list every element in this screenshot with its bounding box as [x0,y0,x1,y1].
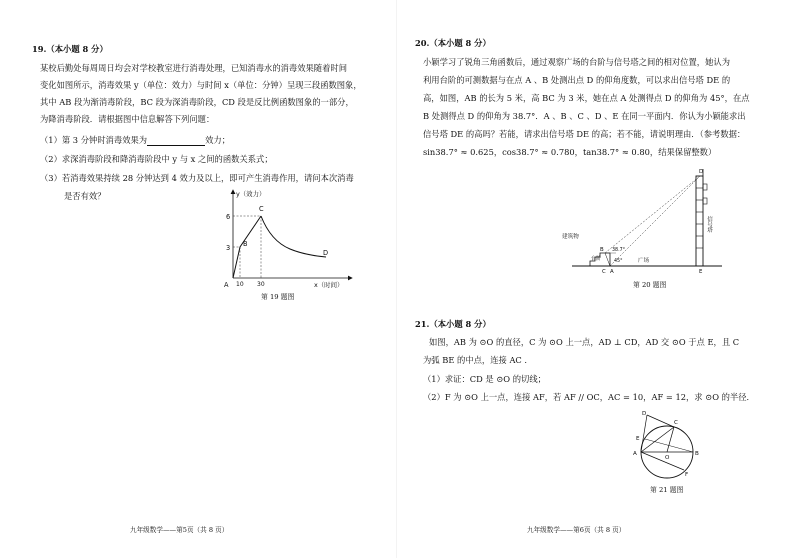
q19-line-4: 为降消毒阶段．请根据图中信息解答下列问题： [40,114,215,124]
answer-blank[interactable] [147,136,205,146]
line-af [641,452,684,470]
point-b-label-20: B [600,247,604,253]
tower-body [696,176,703,266]
q19-line-2: 变化如图所示，消毒效果 y（单位：效力）与时间 x（单位：分钟）呈现三段函数图象， [40,80,362,90]
q20-line-4: B 处测得点 D 的仰角为 38.7°．A 、B 、C 、D 、E 在同一平面内．你认为小颖能求出 [423,111,746,121]
q21-part-2: （2）F 为 ⊙O 上一点，连接 AF，若 AF // OC，AC = 10，AF = 12，求 ⊙O 的半径． [423,392,755,402]
footer-right: 九年级数学——第6页（共 8 页） [527,526,626,534]
q19-line-3: 其中 AB 段为渐消毒阶段，BC 段为深消毒阶段，CD 段是反比例函数图象的一部分， [40,97,354,107]
footer-left: 九年级数学——第5页（共 8 页） [130,526,229,534]
tower-label: 信号塔 [706,216,712,233]
platform-label: 台阶 [591,256,602,262]
q19-part-3b: 是否有效？ [64,191,106,201]
x-axis-label: x（时间） [314,281,344,289]
q20-title: 20.（本小题 8 分） [415,38,491,48]
angle-b-label: 38.7° [612,248,626,253]
q21-title: 21.（本小题 8 分） [415,319,491,329]
label-d: D [642,411,647,417]
tick-y6: 6 [226,213,231,221]
line-eb [645,439,693,452]
q21-part-1: （1）求证：CD 是 ⊙O 的切线； [423,374,546,384]
tick-x30: 30 [257,281,265,288]
point-c-label-20: C [602,269,606,274]
square-label: 广场 [638,258,650,264]
point-e-label: E [699,269,703,274]
angle-a-label: 45° [614,259,623,264]
line-oc [667,427,674,452]
q20-line-6: sin38.7° ≈ 0.625，cos38.7° ≈ 0.780，tan38.7° ≈ 0.80，结果保留整数） [423,147,717,157]
q19-title: 19.（本小题 8 分） [32,44,108,54]
q21-caption: 第 21 题图 [650,486,684,494]
origin-label: A [224,281,229,289]
building-label: 建筑物 [562,234,579,240]
label-a: A [633,451,637,457]
sightline-b [605,176,700,253]
tick-x10: 10 [236,281,244,288]
line-ba [605,253,610,266]
label-f: F [685,472,689,478]
q21-line-1: 如图，AB 为 ⊙O 的直径，C 为 ⊙O 上一点，AD ⊥ CD，AD 交 ⊙O 于点 E，且 C [429,337,740,347]
q19-part-1-text: （1）第 3 分钟时消毒效果为 [40,135,148,145]
q19-caption: 第 19 题图 [261,293,295,301]
q20-line-2: 利用台阶的可测数据与在点 A 、B 处测出点 D 的仰角度数，可以求出信号塔 DE 的 [423,75,731,85]
q20-line-5: 信号塔 DE 的高吗？若能，请求出信号塔 DE 的高；若不能，请说明理由．（参考数据： [423,129,746,139]
point-d-label-20: D [699,169,704,175]
q19-part-1 [40,135,230,146]
q19-line-1: 某校后勤处每周周日均会对学校教室进行消毒处理，已知消毒水的消毒效果随着时间 [40,63,347,73]
line-dc [647,415,674,427]
curve-cd [261,216,329,257]
q21-figure [629,410,705,480]
point-b-label: B [243,240,248,248]
tick-y3: 3 [226,244,231,252]
q19-graph [222,186,358,290]
q20-figure [562,166,727,274]
label-e: E [636,436,640,442]
q21-line-2: 为弧 BE 的中点，连接 AC . [423,355,528,365]
label-b: B [695,451,699,457]
point-d-label: D [323,249,329,257]
q19-part-3a: （3）若消毒效果持续 28 分钟达到 4 效力及以上，即可产生消毒作用，请问本次消毒 [40,173,354,183]
q19-part-2: （2）求深消毒阶段和降消毒阶段中 y 与 x 之间的函数关系式； [40,154,273,164]
right-page [397,0,794,558]
y-axis-label: y（效力） [236,190,266,198]
point-c-label: C [259,205,264,213]
label-o: O [665,455,670,461]
point-a-label: A [610,269,614,274]
label-c: C [674,420,678,426]
q20-line-3: 高，如图，AB 的长为 5 米，高 BC 为 3 米，她在点 A 处测得点 D 的仰角为 45°，在点 [423,93,750,103]
q19-part-1-unit: 效力； [205,135,231,145]
line-ad [641,415,647,452]
q20-line-1: 小颖学习了锐角三角函数后，通过观察广场的台阶与信号塔之间的相对位置，她认为 [423,57,730,67]
q20-caption: 第 20 题图 [633,281,667,289]
